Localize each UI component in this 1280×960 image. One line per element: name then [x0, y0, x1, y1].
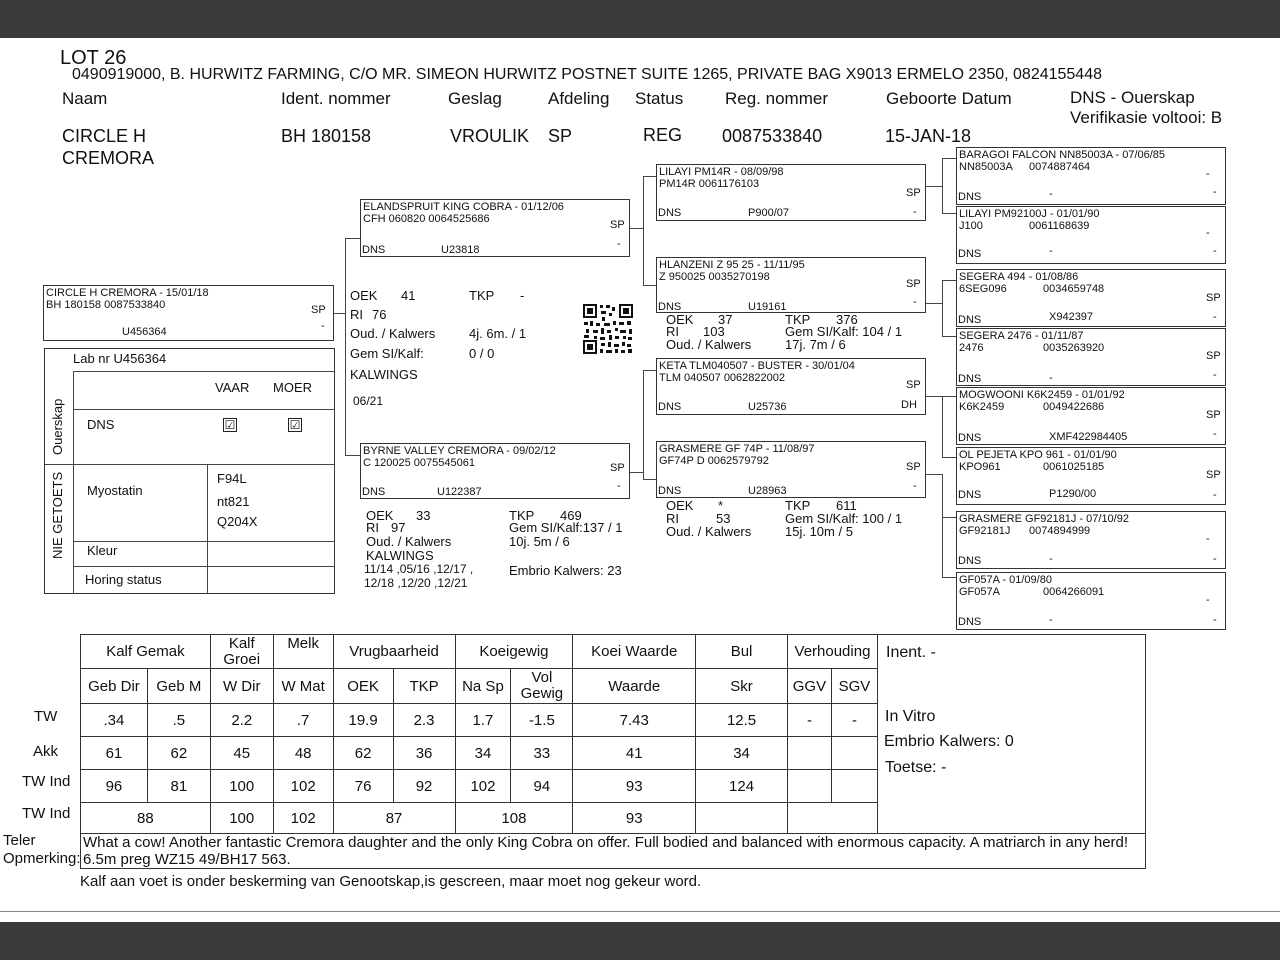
subject-box: [43, 285, 334, 341]
dam-tkp: 469: [560, 508, 582, 523]
table-cell: 102: [455, 770, 511, 803]
table-cell: -: [831, 704, 877, 737]
subject-tkp: -: [520, 288, 525, 303]
table-cell: 33: [511, 737, 573, 770]
table-cell: .34: [81, 704, 148, 737]
footer-note: Kalf aan voet is onder beskerming van Genootskap,is gescreen, maar moet nog gekeur word.: [80, 873, 702, 890]
ggp-code: -: [1049, 614, 1053, 626]
group-kalf-groei: Kalf Groei: [210, 635, 273, 669]
animal-ident: BH 180158: [281, 126, 372, 146]
ggp-dns: DNS: [958, 191, 982, 203]
great-grandparent-box-7: [956, 572, 1226, 630]
ggp-dns: DNS: [958, 432, 982, 444]
subhead-geb-m: Geb M: [147, 669, 210, 704]
gd1-oud-label: Oud. / Kalwers: [666, 337, 752, 352]
ggp-reg: 0074894999: [1029, 525, 1091, 537]
subject-title: CIRCLE H CREMORA - 15/01/18: [46, 287, 209, 299]
gp-sp: SP: [906, 187, 921, 199]
ggp-dash: -: [1213, 311, 1217, 323]
table-cell: -: [787, 704, 831, 737]
gd1-tkp: 376: [836, 312, 858, 327]
great-grandparent-box-4: [956, 387, 1226, 445]
grandparent-box-1: [656, 257, 926, 313]
table-cell: 87: [333, 803, 455, 835]
table-cell: 81: [147, 770, 210, 803]
table-cell: 41: [573, 737, 696, 770]
gd1-tkp-label: TKP: [785, 312, 811, 327]
great-grandparent-box-0: [956, 147, 1226, 205]
gp-code: P900/07: [748, 207, 789, 219]
dam-dns: DNS: [362, 486, 386, 498]
subhead-skr: Skr: [696, 669, 788, 704]
ggp-title: LILAYI PM92100J - 01/01/90: [959, 208, 1100, 220]
gp-sp: SP: [906, 379, 921, 391]
gp-dash: DH: [901, 399, 917, 411]
subject-ri-label: RI: [350, 307, 363, 322]
table-cell: 1.7: [455, 704, 511, 737]
table-cell: [831, 770, 877, 803]
ggp-sp: SP: [1206, 409, 1221, 421]
ggp-title: SEGERA 2476 - 01/11/87: [959, 330, 1084, 342]
gp-dash: -: [913, 296, 917, 308]
ggp-reg: 0061025185: [1043, 461, 1105, 473]
gp-dns: DNS: [658, 301, 682, 313]
subhead-vol-gewig: Vol Gewig: [511, 669, 573, 704]
table-cell: 62: [333, 737, 393, 770]
subject-oud-label: Oud. / Kalwers: [350, 326, 436, 341]
header-status: Status: [635, 89, 684, 108]
remarks-text: What a cow! Another fantastic Cremora daughter and the only King Cobra on offer. Full bodied and balanced with enormous capacity. A matriarch in any herd! 6.5m preg WZ15 49/BH17 563.: [83, 834, 1129, 868]
animal-name-1: CIRCLE H: [62, 126, 147, 146]
ggp-dash: -: [1213, 186, 1217, 198]
dam-oud-label: Oud. / Kalwers: [366, 534, 452, 549]
dam-box: [360, 443, 630, 499]
info-in-vitro: In Vitro: [885, 708, 936, 725]
group-koeigewig: Koeigewig: [455, 635, 573, 669]
table-cell: 48: [273, 737, 333, 770]
ggp-dns: DNS: [958, 248, 982, 260]
sire-sp: SP: [610, 219, 625, 231]
table-cell: 36: [393, 737, 455, 770]
lab-myo-2: nt821: [217, 494, 250, 509]
dam-title: BYRNE VALLEY CREMORA - 09/02/12: [363, 445, 556, 457]
table-cell: 108: [455, 803, 573, 835]
ggp-code: -: [1049, 553, 1053, 565]
dam-tkp-label: TKP: [509, 508, 535, 523]
subhead-w-mat: W Mat: [273, 669, 333, 704]
owner-line: 0490919000, B. HURWITZ FARMING, C/O MR. SIMEON HURWITZ POSTNET SUITE 1265, PRIVATE BAG X9013 ERMELO 2350, 0824155448: [72, 66, 1102, 83]
table-cell: 2.2: [210, 704, 273, 737]
row-label-twind: TW Ind: [22, 773, 71, 790]
table-cell: .7: [273, 704, 333, 737]
table-cell: 34: [455, 737, 511, 770]
ggp-dns: DNS: [958, 489, 982, 501]
lab-kleur: Kleur: [87, 543, 118, 558]
subhead-oek: OEK: [333, 669, 393, 704]
gp-sp: SP: [906, 461, 921, 473]
ggp-sp: SP: [1206, 292, 1221, 304]
dam-kalwings-2: 12/18 ,12/20 ,12/21: [364, 576, 468, 590]
gp-code: U28963: [748, 485, 787, 497]
info-toetse: Toetse: -: [885, 759, 947, 776]
table-cell: 93: [573, 770, 696, 803]
gp-dns: DNS: [658, 207, 682, 219]
table-cell: 34: [696, 737, 788, 770]
gp-dns: DNS: [658, 485, 682, 497]
table-cell: [787, 803, 877, 835]
ggp-title: MOGWOONI K6K2459 - 01/01/92: [959, 389, 1125, 401]
gp-title: GRASMERE GF 74P - 11/08/97: [659, 443, 815, 455]
subject-gem: 0 / 0: [469, 346, 495, 361]
gd2-oek-label: OEK: [666, 498, 694, 513]
subject-code: U456364: [122, 326, 167, 338]
lab-dns: DNS: [87, 417, 115, 432]
grandparent-box-0: [656, 164, 926, 221]
gd1-gem: Gem SI/Kalf: 104 / 1: [785, 324, 903, 339]
gd2-ri-label: RI: [666, 511, 679, 526]
ggp-dns: DNS: [958, 314, 982, 326]
moer-check-icon: ☑: [289, 418, 301, 432]
table-cell: 88: [81, 803, 211, 835]
table-cell: 12.5: [696, 704, 788, 737]
table-row-akk: [81, 737, 878, 770]
lab-nie-getoets-label: NIE GETOETS: [50, 471, 65, 559]
ggp-sp: SP: [1206, 350, 1221, 362]
ggp-code: XMF422984405: [1049, 431, 1128, 443]
table-cell: .5: [147, 704, 210, 737]
subhead-na-sp: Na Sp: [455, 669, 511, 704]
ggp-dns: DNS: [958, 616, 982, 628]
gp-dns: DNS: [658, 401, 682, 413]
gp-id: GF74P D 0062579792: [659, 455, 769, 467]
subject-dash: -: [321, 320, 325, 332]
gd2-tkp-label: TKP: [785, 498, 811, 513]
gd1-ri: 103: [703, 324, 725, 339]
dam-ri: 97: [391, 520, 406, 535]
dam-code: U122387: [437, 486, 482, 498]
animal-reg: 0087533840: [722, 126, 823, 146]
gp-id: PM14R 0061176103: [659, 178, 760, 190]
table-cell: 45: [210, 737, 273, 770]
ggp-title: OL PEJETA KPO 961 - 01/01/90: [959, 449, 1117, 461]
lab-myo-1: F94L: [217, 471, 247, 486]
table-cell: 94: [511, 770, 573, 803]
gp-dash: -: [913, 206, 917, 218]
remarks-opmerking-label: Opmerking:: [3, 850, 81, 867]
group-bul: Bul: [696, 635, 788, 669]
lab-vaar: VAAR: [215, 380, 250, 395]
ggp-code: -: [1049, 188, 1053, 200]
ggp-code: P1290/00: [1049, 488, 1097, 500]
lab-nr: Lab nr U456364: [73, 351, 167, 366]
table-cell: 61: [81, 737, 148, 770]
subhead-tkp: TKP: [393, 669, 455, 704]
animal-name-2: CREMORA: [62, 148, 155, 168]
remarks-teler-label: Teler: [3, 832, 36, 849]
great-grandparent-box-1: [956, 206, 1226, 264]
gd2-tkp: 611: [836, 498, 857, 513]
subhead-w-dir: W Dir: [210, 669, 273, 704]
ggp-reg: 0061168639: [1029, 220, 1090, 232]
ggp-id: GF92181J: [959, 525, 1011, 537]
table-cell: [831, 737, 877, 770]
gd1-oek: 37: [718, 312, 733, 327]
table-cell: -1.5: [511, 704, 573, 737]
subhead-waarde: Waarde: [573, 669, 696, 704]
gp-title: HLANZENI Z 95 25 - 11/11/95: [659, 259, 805, 271]
table-cell: 124: [696, 770, 788, 803]
dam-kalwings-label: KALWINGS: [366, 548, 434, 563]
group-kalf-gemak: Kalf Gemak: [81, 635, 211, 669]
ggp-id: 2476: [959, 342, 984, 354]
dam-oud: 10j. 5m / 6: [509, 534, 570, 549]
grandparent-box-3: [656, 441, 926, 498]
remarks-box: [80, 833, 1146, 869]
vaar-check-icon: ☑: [224, 418, 236, 432]
sire-title: ELANDSPRUIT KING COBRA - 01/12/06: [363, 201, 564, 213]
table-cell: 100: [210, 770, 273, 803]
header-ident: Ident. nommer: [281, 89, 391, 108]
ggp-reg: 0064266091: [1043, 586, 1105, 598]
header-dns-ouerskap: DNS - Ouerskap: [1070, 88, 1195, 107]
row-label-akk: Akk: [33, 743, 59, 760]
dam-ri-label: RI: [366, 520, 379, 535]
ggp-sp: -: [1206, 227, 1210, 239]
subject-kalwings: 06/21: [353, 394, 384, 408]
subhead-sgv: SGV: [831, 669, 877, 704]
table-cell: 102: [273, 770, 333, 803]
lab-myo-3: Q204X: [217, 514, 258, 529]
table-cell: 92: [393, 770, 455, 803]
subject-id: BH 180158 0087533840: [46, 299, 166, 311]
lab-horing: Horing status: [85, 572, 162, 587]
ggp-dns: DNS: [958, 555, 982, 567]
lab-ouerskap-label: Ouerskap: [50, 398, 65, 455]
ggp-id: GF057A: [959, 586, 1000, 598]
table-cell: [787, 770, 831, 803]
gd2-oud: 15j. 10m / 5: [785, 524, 853, 539]
info-inent: Inent. -: [886, 644, 936, 661]
gp-id: Z 950025 0035270198: [659, 271, 770, 283]
row-label-twind-2: TW Ind: [22, 805, 71, 822]
table-cell: 93: [573, 803, 696, 835]
dam-embrio: Embrio Kalwers: 23: [509, 563, 622, 578]
ggp-dash: -: [1213, 428, 1217, 440]
ggp-sp: -: [1206, 168, 1210, 180]
gd1-oud: 17j. 7m / 6: [785, 337, 846, 352]
table-row-tw: [81, 704, 878, 737]
sire-dash: -: [617, 238, 621, 250]
table-cell: 96: [81, 770, 148, 803]
table-row-twind: [81, 770, 878, 803]
info-box: [878, 634, 1146, 834]
dam-sp: SP: [610, 462, 625, 474]
ggp-dash: -: [1213, 369, 1217, 381]
ggp-id: NN85003A: [959, 161, 1013, 173]
lab-myostatin: Myostatin: [87, 483, 143, 498]
table-cell: 62: [147, 737, 210, 770]
sire-code: U23818: [441, 244, 480, 256]
subject-tkp-label: TKP: [469, 288, 495, 303]
breeding-values-table: [80, 634, 878, 835]
gp-dash: -: [913, 480, 917, 492]
table-cell: [696, 803, 788, 835]
table-cell: 19.9: [333, 704, 393, 737]
ggp-dash: -: [1213, 614, 1217, 626]
ggp-sp: -: [1206, 533, 1210, 545]
subject-oud: 4j. 6m. / 1: [469, 326, 527, 341]
qr-code-icon: [582, 303, 634, 355]
gp-code: U19161: [748, 301, 787, 313]
lot-number: LOT 26: [60, 47, 127, 69]
ggp-sp: SP: [1206, 469, 1221, 481]
ggp-id: 6SEG096: [959, 283, 1007, 295]
gp-title: KETA TLM040507 - BUSTER - 30/01/04: [659, 360, 855, 372]
dam-oek-label: OEK: [366, 508, 394, 523]
top-bar: [0, 0, 1280, 38]
subject-gem-label: Gem SI/Kalf:: [350, 346, 424, 361]
dam-kalwings-1: 11/14 ,05/16 ,12/17 ,: [364, 562, 474, 576]
ggp-title: SEGERA 494 - 01/08/86: [959, 271, 1079, 283]
dam-id: C 120025 0075545061: [363, 457, 475, 469]
ggp-title: GF057A - 01/09/80: [959, 574, 1052, 586]
header-naam: Naam: [62, 89, 108, 108]
ggp-code: -: [1049, 245, 1053, 257]
ggp-dash: -: [1213, 245, 1217, 257]
ggp-id: KPO961: [959, 461, 1001, 473]
gp-title: LILAYI PM14R - 08/09/98: [659, 166, 784, 178]
header-reg: Reg. nommer: [725, 89, 828, 108]
subject-sp: SP: [311, 304, 326, 316]
lab-box: [44, 348, 335, 594]
gd1-ri-label: RI: [666, 324, 679, 339]
ggp-title: BARAGOI FALCON NN85003A - 07/06/85: [959, 149, 1166, 161]
gd2-ri: 53: [716, 511, 731, 526]
group-melk: Melk: [273, 635, 333, 669]
great-grandparent-box-2: [956, 269, 1226, 327]
dam-oek: 33: [416, 508, 431, 523]
gp-id: TLM 040507 0062822002: [659, 372, 785, 384]
animal-geboorte: 15-JAN-18: [885, 126, 972, 146]
ggp-dns: DNS: [958, 373, 982, 385]
bottom-bar: [0, 922, 1280, 960]
gd2-oek: *: [718, 498, 724, 513]
ggp-code: X942397: [1049, 311, 1094, 323]
gd2-gem: Gem SI/Kalf: 100 / 1: [785, 511, 903, 526]
sire-id: CFH 060820 0064525686: [363, 213, 490, 225]
ggp-reg: 0074887464: [1029, 161, 1091, 173]
lab-moer: MOER: [273, 380, 312, 395]
subject-oek-label: OEK: [350, 288, 378, 303]
ggp-reg: 0049422686: [1043, 401, 1105, 413]
dam-dash: -: [617, 480, 621, 492]
gd1-oek-label: OEK: [666, 312, 694, 327]
info-embrio: Embrio Kalwers: 0: [884, 733, 1014, 750]
subject-kalwings-label: KALWINGS: [350, 367, 418, 382]
ggp-reg: 0035263920: [1043, 342, 1105, 354]
ggp-id: K6K2459: [959, 401, 1005, 413]
header-verifikasie: Verifikasie voltooi: B: [1070, 108, 1223, 127]
ggp-id: J100: [959, 220, 983, 232]
gd2-oud-label: Oud. / Kalwers: [666, 524, 752, 539]
group-vrugbaarheid: Vrugbaarheid: [333, 635, 455, 669]
group-koei-waarde: Koei Waarde: [573, 635, 696, 669]
great-grandparent-box-5: [956, 447, 1226, 505]
header-afdeling: Afdeling: [548, 89, 610, 108]
ggp-reg: 0034659748: [1043, 283, 1105, 295]
animal-afdeling: SP: [548, 126, 573, 146]
table-cell: 7.43: [573, 704, 696, 737]
table-cell: [787, 737, 831, 770]
subhead-geb-dir: Geb Dir: [81, 669, 148, 704]
header-geslag: Geslag: [448, 89, 502, 108]
table-cell: 2.3: [393, 704, 455, 737]
row-label-tw: TW: [34, 708, 58, 725]
animal-geslag: VROULIK: [450, 126, 530, 146]
ggp-dash: -: [1213, 553, 1217, 565]
group-verhouding: Verhouding: [787, 635, 877, 669]
table-row-twind-combined: [81, 803, 878, 835]
subject-ri: 76: [372, 307, 387, 322]
sire-dns: DNS: [362, 244, 386, 256]
sire-box: [360, 199, 630, 257]
ggp-code: -: [1049, 372, 1053, 384]
gp-sp: SP: [906, 278, 921, 290]
great-grandparent-box-6: [956, 511, 1226, 569]
subject-oek: 41: [401, 288, 416, 303]
header-geboorte: Geboorte Datum: [886, 89, 1012, 108]
gp-code: U25736: [748, 401, 787, 413]
table-cell: 76: [333, 770, 393, 803]
animal-status: REG: [643, 125, 683, 145]
ggp-sp: -: [1206, 594, 1210, 606]
great-grandparent-box-3: [956, 328, 1226, 386]
ggp-dash: -: [1213, 489, 1217, 501]
table-cell: 102: [273, 803, 333, 835]
ggp-title: GRASMERE GF92181J - 07/10/92: [959, 513, 1129, 525]
table-cell: 100: [210, 803, 273, 835]
grandparent-box-2: [656, 358, 926, 415]
dam-gem: Gem SI/Kalf:137 / 1: [509, 520, 623, 535]
subhead-ggv: GGV: [787, 669, 831, 704]
